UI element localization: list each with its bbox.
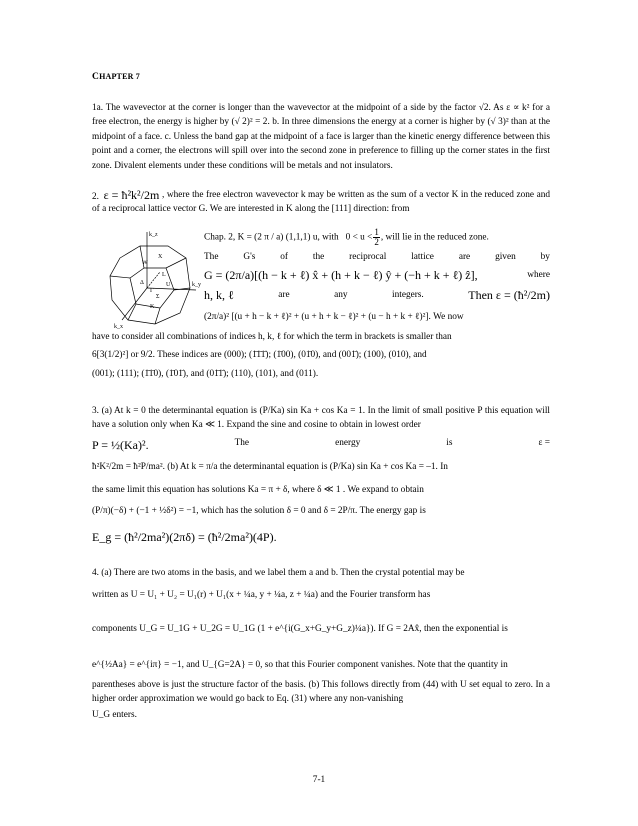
fourier-components-equation: components U_G = U_1G + U_2G = U_1G (1 + e^{i(G_x+G_y+G_z)¼a}). If G = 2Ax̂, then the exponential is [92, 624, 508, 634]
problem-4-last-line: U_G enters. [92, 710, 137, 720]
point-gamma-label: Γ [150, 288, 154, 294]
energy-gap-equation: E_g = (ħ²/2ma²)(2πδ) = (ħ²/2ma²)(4P). [92, 530, 277, 544]
problem-3-energy-line: P = ½(Ka)². The energy is ε = [92, 438, 550, 452]
problem-2-text: , where the free electron wavevector k may be written as the sum of a vector K in the reduced zone and of a reciprocal lattice vector G. We are interested in K along the [111] direction: from [92, 190, 550, 215]
problem-2-intro: 2. ε = ħ²k²/2m [92, 188, 160, 202]
exponential-equation: e^{½Aa} = e^{iπ} = −1, and U_{G=2A} = 0, so that this Fourier component vanishes. Note that the quantity in [92, 660, 508, 670]
free-electron-energy-equation: ε = ħ²k²/2m [103, 188, 160, 202]
problem-3-expansion: (P/π)(−δ) + (−1 + ½δ²) = −1, which has the solution δ = 0 and δ = 2P/π. The energy gap is [92, 506, 426, 516]
problem-2-line-reciprocal: The G's of the reciprocal lattice are given by [204, 252, 550, 262]
kx-axis-label: k_x [114, 324, 123, 330]
kz-axis-label: k_z [149, 232, 158, 238]
point-delta-label: Δ [140, 280, 144, 286]
crystal-potential-equation: written as U = U₁ + U₂ = U₁(r) + U₁(x + ¼a, y + ¼a, z + ¼a) and the Fourier transform has [92, 590, 431, 600]
problem-1-paragraph: 1a. The wavevector at the corner is longer than the wavevector at the midpoint of a side by the factor √2. As ε ∝ k² for a free electron, the energy is higher by (√ 2)² = 2. b. In three dimensions the energy at a corner is higher by (√ 3)² than at the midpoint of a face. c. Unless the band gap at the midpoint of a face is larger than the kinetic energy difference between this point and a corner, the electrons will spill over into the second zone in preference to filling up the corner states in the first zone. Divalent elements under these conditions will be metals and not insulators. [92, 103, 550, 171]
point-k-label: K [150, 304, 155, 310]
page-number: 7-1 [312, 775, 326, 785]
problem-2-text-continued: have to consider all combinations of indices h, k, ℓ for which the term in brackets is smaller than 6[3(1/2)²] or 9/2. These indices are (000); (1̄1̄1̄); (1̄00), (01̄0), and (001̄); (100), (010), and (001); (111); (1̄1̄0), (1̄01̄), and (01̄1̄); (110), (101), and (011). [92, 332, 452, 379]
problem-3-intro: 3. (a) At k = 0 the determinantal equation is (P/Ka) sin Ka + cos Ka = 1. In the limit of small positive P this equation will have a solution only when Ka ≪ 1. Expand the sine and cosine to obtain in lowest order [92, 406, 550, 431]
energy-bracket-equation: (2π/a)² [(u + h − k + ℓ)² + (u + h + k − ℓ)² + (u − h + k + ℓ)²]. We now [204, 312, 464, 322]
problem-3-line-b: ħ²K²/2m = ħ²P/ma². (b) At k = π/a the determinantal equation is (P/Ka) sin Ka + cos Ka = –1. In [92, 462, 448, 472]
point-sigma-label: Σ [156, 294, 160, 300]
point-l-label: L [162, 272, 166, 278]
reciprocal-vector-equation: G = (2π/a)[(h − k + ℓ) x̂ + (h + k − ℓ) ŷ + (−h + k + ℓ) ẑ], where [204, 268, 550, 282]
problem-4-text: parentheses above is just the structure factor of the basis. (b) This follows directly from (44) with U set equal to zero. In a higher order approximation we would go back to Eq. (31) where any non-vanishing [92, 680, 550, 705]
problem-3-line-solutions: the same limit this equation has solutions Ka = π + δ, where δ ≪ 1 . We expand to obtain [92, 485, 424, 495]
problem-2-line-reduced-zone: Chap. 2, K = (2 π / a) (1,1,1) u, with 0 < u < $\frac{1}{2}$ , will lie in the reduced zone. [204, 227, 489, 247]
ky-axis-label: k_y [192, 282, 201, 288]
problem-2-line-indices: h, k, ℓ are any integers. Then ε = (ħ²/2m) [204, 288, 550, 302]
point-x-label: X [158, 254, 163, 260]
point-w-label: W [142, 260, 148, 266]
chapter-heading: CHAPTER 7 [92, 72, 140, 82]
brillouin-zone-figure [100, 228, 200, 333]
point-u-label: U [166, 282, 171, 288]
problem-4-intro: 4. (a) There are two atoms in the basis, and we label them a and b. Then the crystal potential may be [92, 568, 465, 578]
